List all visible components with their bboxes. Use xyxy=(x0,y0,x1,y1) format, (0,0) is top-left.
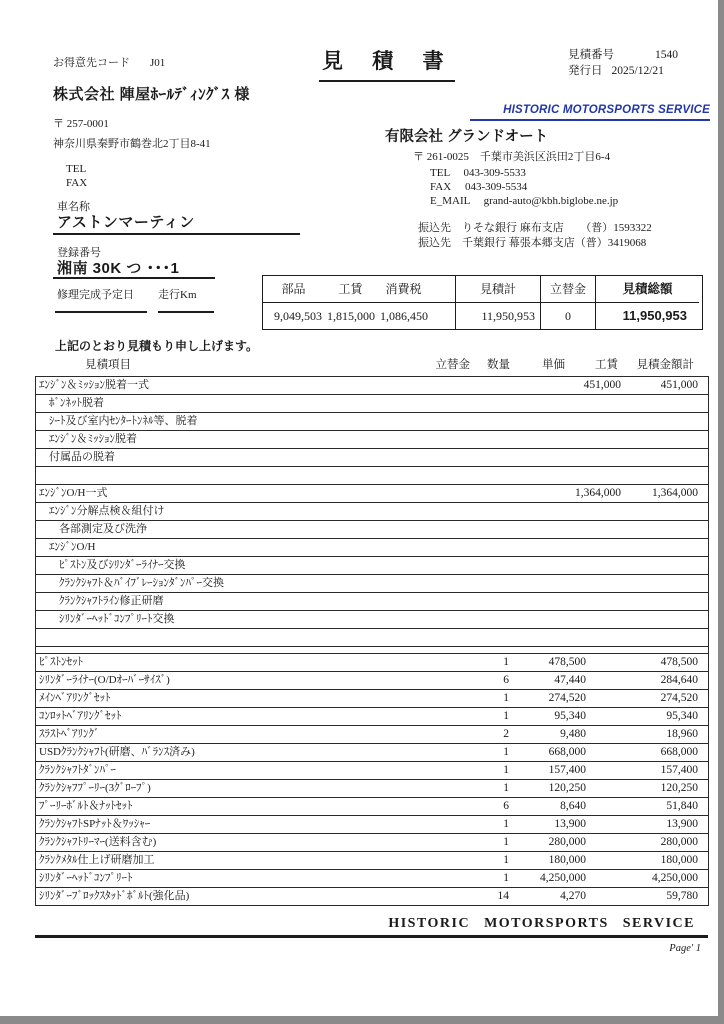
item-name: ｸﾗﾝｸｼｬﾌﾄﾀﾞﾝﾊﾟｰ xyxy=(39,764,116,776)
item-unit-price: 180,000 xyxy=(548,854,586,866)
item-name: 付属品の脱着 xyxy=(49,451,115,463)
summary-header-labor: 工賃 xyxy=(324,276,377,303)
item-name: ｼﾘﾝﾀﾞｰﾍｯﾄﾞｺﾝﾌﾟﾘｰﾄ xyxy=(39,872,133,884)
vehicle-name-underline xyxy=(53,233,300,235)
table-row xyxy=(36,485,708,503)
customer-code-label: お得意先コード xyxy=(53,57,130,69)
item-unit-price: 4,250,000 xyxy=(540,872,586,884)
item-unit-price: 9,480 xyxy=(560,728,586,740)
item-name: ﾎﾞﾝﾈｯﾄ脱着 xyxy=(49,397,104,409)
item-name: ｼﾘﾝﾀﾞｰﾍｯﾄﾞｺﾝﾌﾟﾘｰﾄ交換 xyxy=(59,613,175,625)
item-amount: 4,250,000 xyxy=(652,872,698,884)
item-name: 各部測定及び洗浄 xyxy=(59,523,147,535)
table-row xyxy=(36,431,708,449)
summary-header-parts: 部品 xyxy=(263,276,324,303)
table-row xyxy=(36,413,708,431)
item-name: ｴﾝｼﾞﾝ＆ﾐｯｼｮﾝ脱着一式 xyxy=(39,379,149,391)
item-unit-price: 478,500 xyxy=(548,656,586,668)
repair-date-blank-line xyxy=(55,311,147,313)
item-amount: 59,780 xyxy=(666,890,698,902)
table-row xyxy=(36,557,708,575)
items-header-amount: 見積金額計 xyxy=(636,359,694,371)
item-qty: 6 xyxy=(503,800,509,812)
item-qty: 1 xyxy=(503,818,509,830)
item-unit-price: 157,400 xyxy=(548,764,586,776)
customer-fax-label: FAX xyxy=(66,177,88,189)
vehicle-name-label: 車名称 xyxy=(57,201,90,213)
item-name: ｺﾝﾛｯﾄﾍﾞｱﾘﾝｸﾞｾｯﾄ xyxy=(39,710,122,722)
registration-label: 登録番号 xyxy=(57,247,101,259)
item-name: ﾒｲﾝﾍﾞｱﾘﾝｸﾞｾｯﾄ xyxy=(39,692,111,704)
table-row xyxy=(36,870,708,888)
item-qty: 1 xyxy=(503,836,509,848)
registration-underline xyxy=(53,277,215,279)
summary-header-subtotal: 見積計 xyxy=(456,276,541,303)
item-amount: 451,000 xyxy=(660,379,698,391)
table-row xyxy=(36,726,708,744)
item-name: ﾋﾟｽﾄﾝｾｯﾄ xyxy=(39,656,83,668)
summary-header-advance: 立替金 xyxy=(541,276,596,303)
table-row xyxy=(36,467,708,485)
table-row xyxy=(36,611,708,629)
summary-header-total: 見積総額 xyxy=(596,276,699,303)
table-row xyxy=(36,629,708,647)
table-row xyxy=(36,654,708,672)
document-title: 見 積 書 xyxy=(319,45,455,82)
table-row xyxy=(36,395,708,413)
summary-value-total: 11,950,953 xyxy=(622,308,687,323)
items-table-body xyxy=(35,376,709,906)
footer-rule xyxy=(35,935,708,938)
vendor-tel: TEL 043-309-5533 xyxy=(430,167,526,179)
table-row xyxy=(36,672,708,690)
table-row xyxy=(36,852,708,870)
customer-code: J01 xyxy=(150,57,166,69)
summary-value-spacer xyxy=(430,303,456,329)
table-row xyxy=(36,780,708,798)
mileage-blank-line xyxy=(158,311,214,313)
mileage-label: 走行Km xyxy=(158,289,197,301)
table-row xyxy=(36,816,708,834)
bank-transfer-2: 振込先 千葉銀行 幕張本郷支店（普）3419068 xyxy=(418,237,647,249)
item-amount: 668,000 xyxy=(660,746,698,758)
item-amount: 274,520 xyxy=(660,692,698,704)
summary-header-spacer xyxy=(430,276,456,303)
items-header-labor: 工賃 xyxy=(595,359,618,371)
item-qty: 1 xyxy=(503,656,509,668)
vendor-postal-address: 〒 261-0025 千葉市美浜区浜田2丁目6-4 xyxy=(413,151,611,163)
item-unit-price: 8,640 xyxy=(560,800,586,812)
bank-transfer-1: 振込先 りそな銀行 麻布支店 （普）1593322 xyxy=(418,222,652,234)
brand-banner: HISTORIC MOTORSPORTS SERVICE xyxy=(470,104,710,121)
customer-name: 株式会社 陣屋ﾎｰﾙﾃﾞｨﾝｸﾞｽ 様 xyxy=(53,86,250,103)
item-qty: 1 xyxy=(503,764,509,776)
item-name: ｸﾗﾝｸｼｬﾌﾌﾟｰﾘｰ(3ｸﾞﾛｰﾌﾟ) xyxy=(39,782,151,794)
item-qty: 2 xyxy=(503,728,509,740)
table-row xyxy=(36,521,708,539)
vendor-fax: FAX 043-309-5534 xyxy=(430,181,528,193)
table-row xyxy=(36,888,708,905)
item-name: ﾋﾟｽﾄﾝ及びｼﾘﾝﾀﾞｰﾗｲﾅｰ交換 xyxy=(59,559,186,571)
customer-postal: 〒 257-0001 xyxy=(53,118,109,130)
item-name: ﾌﾟｰﾘｰﾎﾞﾙﾄ＆ﾅｯﾄｾｯﾄ xyxy=(39,800,133,812)
item-amount: 280,000 xyxy=(660,836,698,848)
table-row xyxy=(36,708,708,726)
item-amount: 13,900 xyxy=(666,818,698,830)
footer-brand: HISTORIC MOTORSPORTS SERVICE xyxy=(388,916,695,931)
table-row xyxy=(36,762,708,780)
item-qty: 1 xyxy=(503,872,509,884)
estimate-number-label: 見積番号 xyxy=(568,49,614,61)
item-name: ｸﾗﾝｸｼｬﾌﾄﾘｰﾏｰ(送料含む) xyxy=(39,836,157,848)
statement-line: 上記のとおり見積もり申し上げます。 xyxy=(55,339,259,353)
items-header-item: 見積項目 xyxy=(85,359,131,371)
item-qty: 14 xyxy=(497,890,509,902)
table-row xyxy=(36,834,708,852)
item-labor: 451,000 xyxy=(583,379,621,391)
item-name: ｼﾘﾝﾀﾞｰﾗｲﾅｰ(O/Dｵｰﾊﾞｰｻｲｽﾞ) xyxy=(39,674,170,686)
item-unit-price: 668,000 xyxy=(548,746,586,758)
items-table-header xyxy=(35,357,707,374)
vendor-email: E_MAIL grand-auto@kbh.biglobe.ne.jp xyxy=(430,195,619,207)
estimate-number-row xyxy=(568,49,678,62)
summary-header-tax: 消費税 xyxy=(377,276,430,303)
registration-number: 湘南 30K つ ･･･1 xyxy=(57,260,180,277)
item-name: USDｸﾗﾝｸｼｬﾌﾄ(研磨、ﾊﾞﾗﾝｽ済み) xyxy=(39,746,195,758)
item-unit-price: 13,900 xyxy=(554,818,586,830)
item-name: ｽﾗｽﾄﾍﾞｱﾘﾝｸﾞ xyxy=(39,728,100,740)
item-name: ｼﾘﾝﾀﾞｰﾌﾞﾛｯｸｽﾀｯﾄﾞﾎﾞﾙﾄ(強化品) xyxy=(39,890,190,902)
page-number: Page' 1 xyxy=(669,943,701,954)
item-amount: 51,840 xyxy=(666,800,698,812)
item-amount: 157,400 xyxy=(660,764,698,776)
item-amount: 120,250 xyxy=(660,782,698,794)
summary-value-advance: 0 xyxy=(541,303,596,329)
items-header-unit: 単価 xyxy=(542,359,565,371)
customer-address: 神奈川県秦野市鶴巻北2丁目8-41 xyxy=(53,138,211,150)
item-unit-price: 120,250 xyxy=(548,782,586,794)
repair-completion-label: 修理完成予定日 xyxy=(57,289,134,301)
item-name: ｸﾗﾝｸｼｬﾌﾄﾗｲﾝ修正研磨 xyxy=(59,595,164,607)
item-name: ｴﾝｼﾞﾝO/H一式 xyxy=(39,487,108,499)
item-name: ｸﾗﾝｸｼｬﾌﾄ＆ﾊﾞｲﾌﾞﾚｰｼｮﾝﾀﾞﾝﾊﾟｰ交換 xyxy=(59,577,224,589)
item-name: ｴﾝｼﾞﾝ＆ﾐｯｼｮﾝ脱着 xyxy=(49,433,137,445)
vendor-name: 有限会社 グランドオート xyxy=(385,129,549,145)
table-row xyxy=(36,690,708,708)
item-name: ｸﾗﾝｸﾒﾀﾙ仕上げ研磨加工 xyxy=(39,854,155,866)
item-unit-price: 274,520 xyxy=(548,692,586,704)
summary-value-tax: 1,086,450 xyxy=(380,309,428,323)
item-unit-price: 95,340 xyxy=(554,710,586,722)
item-qty: 6 xyxy=(503,674,509,686)
item-unit-price: 280,000 xyxy=(548,836,586,848)
item-amount: 18,960 xyxy=(666,728,698,740)
item-qty: 1 xyxy=(503,782,509,794)
summary-value-subtotal: 11,950,953 xyxy=(456,303,541,329)
issue-date-row xyxy=(568,65,664,78)
table-row xyxy=(36,647,708,654)
items-header-qty: 数量 xyxy=(487,359,510,371)
table-row xyxy=(36,798,708,816)
vehicle-name: アストンマーティン xyxy=(57,214,195,231)
item-name: ｴﾝｼﾞﾝ分解点検＆組付け xyxy=(49,505,165,517)
item-name: ｼｰﾄ及び室内ｾﾝﾀｰﾄﾝﾈﾙ等、脱着 xyxy=(49,415,198,427)
customer-tel-label: TEL xyxy=(66,163,87,175)
item-labor: 1,364,000 xyxy=(575,487,621,499)
table-row xyxy=(36,449,708,467)
summary-table xyxy=(262,275,703,330)
issue-date: 2025/12/21 xyxy=(611,65,664,77)
summary-value-parts: 9,049,503 xyxy=(274,309,322,323)
item-amount: 95,340 xyxy=(666,710,698,722)
item-amount: 180,000 xyxy=(660,854,698,866)
item-unit-price: 4,270 xyxy=(560,890,586,902)
summary-value-labor: 1,815,000 xyxy=(327,309,375,323)
table-row xyxy=(36,575,708,593)
item-amount: 1,364,000 xyxy=(652,487,698,499)
table-row xyxy=(36,503,708,521)
table-row xyxy=(36,539,708,557)
table-row xyxy=(36,377,708,395)
item-amount: 284,640 xyxy=(660,674,698,686)
estimate-number: 1540 xyxy=(655,49,678,61)
table-row xyxy=(36,744,708,762)
item-qty: 1 xyxy=(503,692,509,704)
item-name: ｸﾗﾝｸｼｬﾌﾄSPﾅｯﾄ＆ﾜｯｼｬｰ xyxy=(39,818,151,830)
item-name: ｴﾝｼﾞﾝO/H xyxy=(49,541,96,553)
table-row xyxy=(36,593,708,611)
item-qty: 1 xyxy=(503,710,509,722)
item-qty: 1 xyxy=(503,854,509,866)
item-qty: 1 xyxy=(503,746,509,758)
issue-date-label: 発行日 xyxy=(568,65,603,77)
items-header-advance: 立替金 xyxy=(435,359,470,371)
item-unit-price: 47,440 xyxy=(554,674,586,686)
item-amount: 478,500 xyxy=(660,656,698,668)
